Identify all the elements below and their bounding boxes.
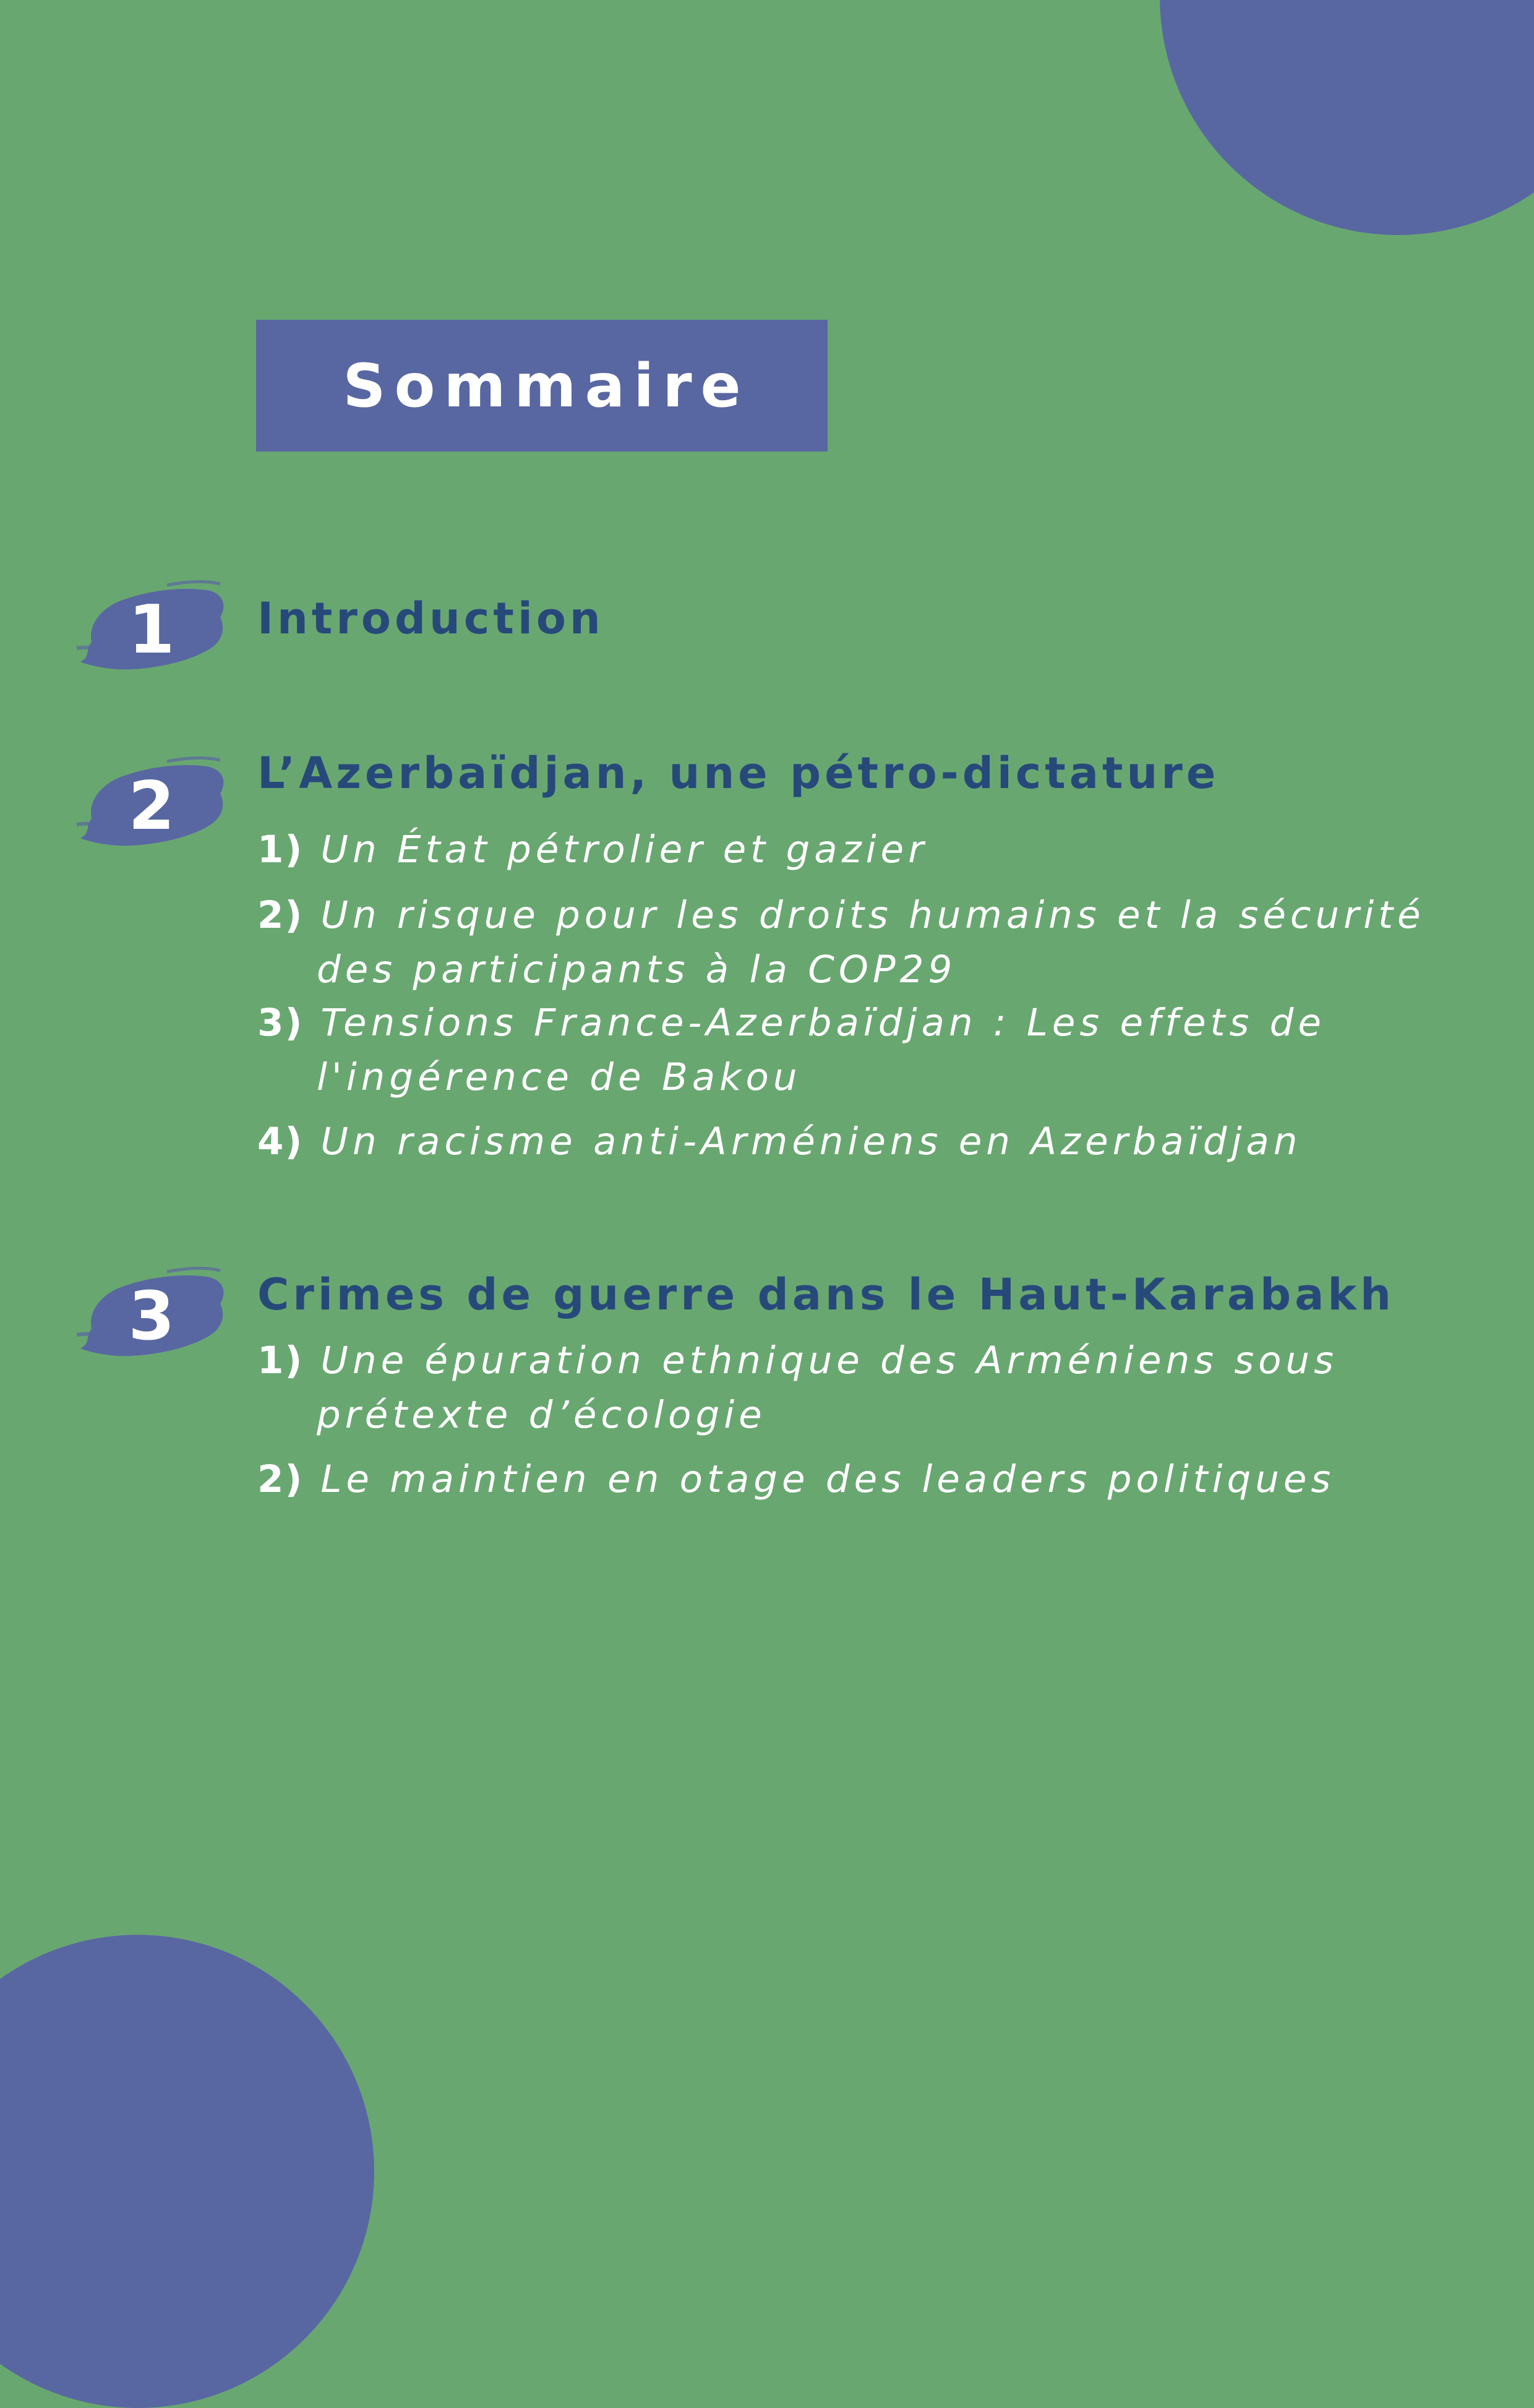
item-number: 3) [257, 1001, 304, 1045]
decorative-circle-top [1160, 0, 1534, 235]
section-2-number: 2 [128, 767, 175, 845]
section-1-number: 1 [128, 591, 175, 669]
item-number: 1) [257, 1339, 304, 1382]
section-3-item-2 [257, 1452, 1470, 1507]
section-2-item-2 [257, 888, 1470, 997]
section-2-badge [74, 745, 229, 863]
item-text: Un risque pour les droits humains et la sécurité [320, 893, 1425, 937]
section-1-badge [74, 569, 229, 687]
section-1-title: Introduction [257, 593, 604, 644]
section-3-title: Crimes de guerre dans le Haut-Karabakh [257, 1269, 1395, 1320]
item-number: 2) [257, 893, 304, 937]
item-text: Le maintien en otage des leaders politiques [320, 1457, 1335, 1501]
item-text: Un racisme anti-Arméniens en Azerbaïdjan [320, 1120, 1302, 1163]
section-2-title: L’Azerbaïdjan, une pétro-dictature [257, 748, 1220, 799]
item-text: Tensions France-Azerbaïdjan : Les effets de [320, 1001, 1326, 1045]
item-text-continuation: l'ingérence de Bakou [317, 1055, 802, 1099]
section-3-item-1 [257, 1334, 1470, 1442]
item-text-continuation: des participants à la COP29 [317, 948, 957, 992]
item-number: 4) [257, 1120, 304, 1163]
item-number: 1) [257, 828, 304, 872]
item-text-continuation: prétexte d’écologie [317, 1393, 766, 1437]
section-2-item-4 [257, 1115, 1470, 1169]
decorative-circle-bottom [0, 1935, 374, 2408]
item-text: Une épuration ethnique des Arméniens sous [320, 1339, 1338, 1382]
page-title: Sommaire [343, 351, 750, 421]
section-2-item-1 [257, 823, 1470, 877]
item-text: Un État pétrolier et gazier [320, 828, 928, 872]
section-3-number: 3 [128, 1277, 175, 1355]
title-banner [256, 320, 828, 452]
item-number: 2) [257, 1457, 304, 1501]
section-2-item-3 [257, 996, 1470, 1105]
section-3-badge [74, 1256, 229, 1373]
